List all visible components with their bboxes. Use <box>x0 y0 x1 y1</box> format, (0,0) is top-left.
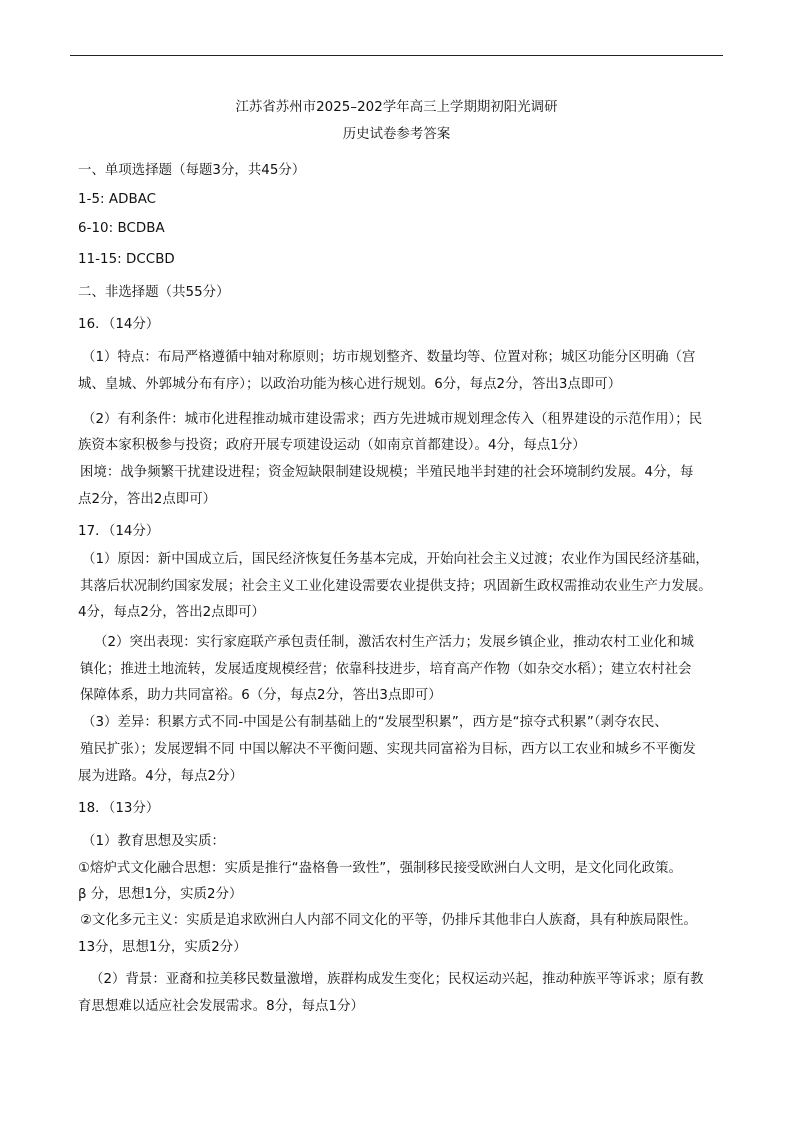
answer-paragraph-line: 展为进路。4分，每点2分） <box>78 769 243 784</box>
answer-paragraph-line: （1）特点：布局严格遵循中轴对称原则；坊市规划整齐、数量均等、位置对称；城区功能分区明确（宫 <box>82 350 696 365</box>
answer-paragraph-line: （2）背景：亚裔和拉美移民数量激增，族群构成发生变化；民权运动兴起，推动种族平等诉求；原有教 <box>90 972 704 987</box>
document-subtitle: 历史试卷参考答案 <box>342 127 451 142</box>
answer-paragraph-line: 族资本家积极参与投资；政府开展专项建设运动（如南京首都建设）。4分，每点1分） <box>78 438 586 453</box>
document-title: 江苏省苏州市2025–202学年高三上学期期初阳光调研 <box>235 100 558 115</box>
answer-paragraph-line: （1）原因：新中国成立后，国民经济恢复任务基本完成，开始向社会主义过渡；农业作为国民经济基础， <box>82 552 709 567</box>
header-rule <box>70 55 723 56</box>
answer-row: 6-10: BCDBA <box>78 221 165 236</box>
question-heading: 17．（14分） <box>78 524 160 539</box>
answer-paragraph-line: 4分，每点2分，答出2点即可） <box>78 605 265 620</box>
answer-paragraph-line: （2）有利条件：城市化进程推动城市建设需求；西方先进城市规划理念传入（租界建设的示范作用）；民 <box>82 412 703 427</box>
answer-paragraph-line: 13分，思想1分，实质2分） <box>78 940 247 955</box>
question-heading: 16．（14分） <box>78 317 160 332</box>
answer-paragraph-line: （1）教育思想及实质： <box>82 834 225 849</box>
answer-paragraph-line: （3）差异：积累方式不同-中国是公有制基础上的“发展型积累”，西方是“掠夺式积累”（剥夺农民、 <box>82 715 668 730</box>
answer-paragraph-line: 点2分，答出2点即可） <box>78 492 217 507</box>
answer-paragraph-line: 困境：战争频繁干扰建设进程；资金短缺限制建设规模；半殖民地半封建的社会环境制约发展。4分，每 <box>80 465 694 480</box>
answer-paragraph-line: 殖民扩张）；发展逻辑不同 中国以解决不平衡问题、实现共同富裕为目标，西方以工农业和城乡不平衡发 <box>80 742 696 757</box>
section-heading-non-choice: 二、非选择题（共55分） <box>78 285 230 300</box>
answer-row: 11-15: DCCBD <box>78 252 175 267</box>
section-heading-choice: 一、单项选择题（每题3分，共45分） <box>78 163 306 178</box>
answer-paragraph-line: ②文化多元主义：实质是追求欧洲白人内部不同文化的平等，仍排斥其他非白人族裔，具有种族局限性。 <box>80 913 697 928</box>
answer-row: 1-5: ADBAC <box>78 192 157 207</box>
answer-paragraph-line: 镇化；推进土地流转，发展适度规模经营；依靠科技进步，培育高产作物（如杂交水稻）；建立农村社会 <box>80 662 692 677</box>
answer-paragraph-line: 城、皇城、外郭城分布有序）；以政治功能为核心进行规划。6分，每点2分，答出3点即可） <box>78 377 622 392</box>
answer-paragraph-line: ①熔炉式文化融合思想：实质是推行“盎格鲁一致性”，强制移民接受欧洲白人文明，是文化同化政策。 <box>78 861 682 876</box>
answer-paragraph-line: 保障体系，助力共同富裕。6（分，每点2分，答出3点即可） <box>80 688 442 703</box>
answer-paragraph-line: （2）突出表现：实行家庭联产承包责任制，激活农村生产活力；发展乡镇企业，推动农村工业化和城 <box>94 635 694 650</box>
answer-paragraph-line: 其落后状况制约国家发展；社会主义工业化建设需要农业提供支持；巩固新生政权需推动农业生产力发展。 <box>80 579 712 594</box>
answer-paragraph-line: 育思想难以适应社会发展需求。8分，每点1分） <box>78 999 364 1014</box>
answer-paragraph-line: β 分，思想1分，实质2分） <box>78 887 243 902</box>
question-heading: 18．（13分） <box>78 801 160 816</box>
